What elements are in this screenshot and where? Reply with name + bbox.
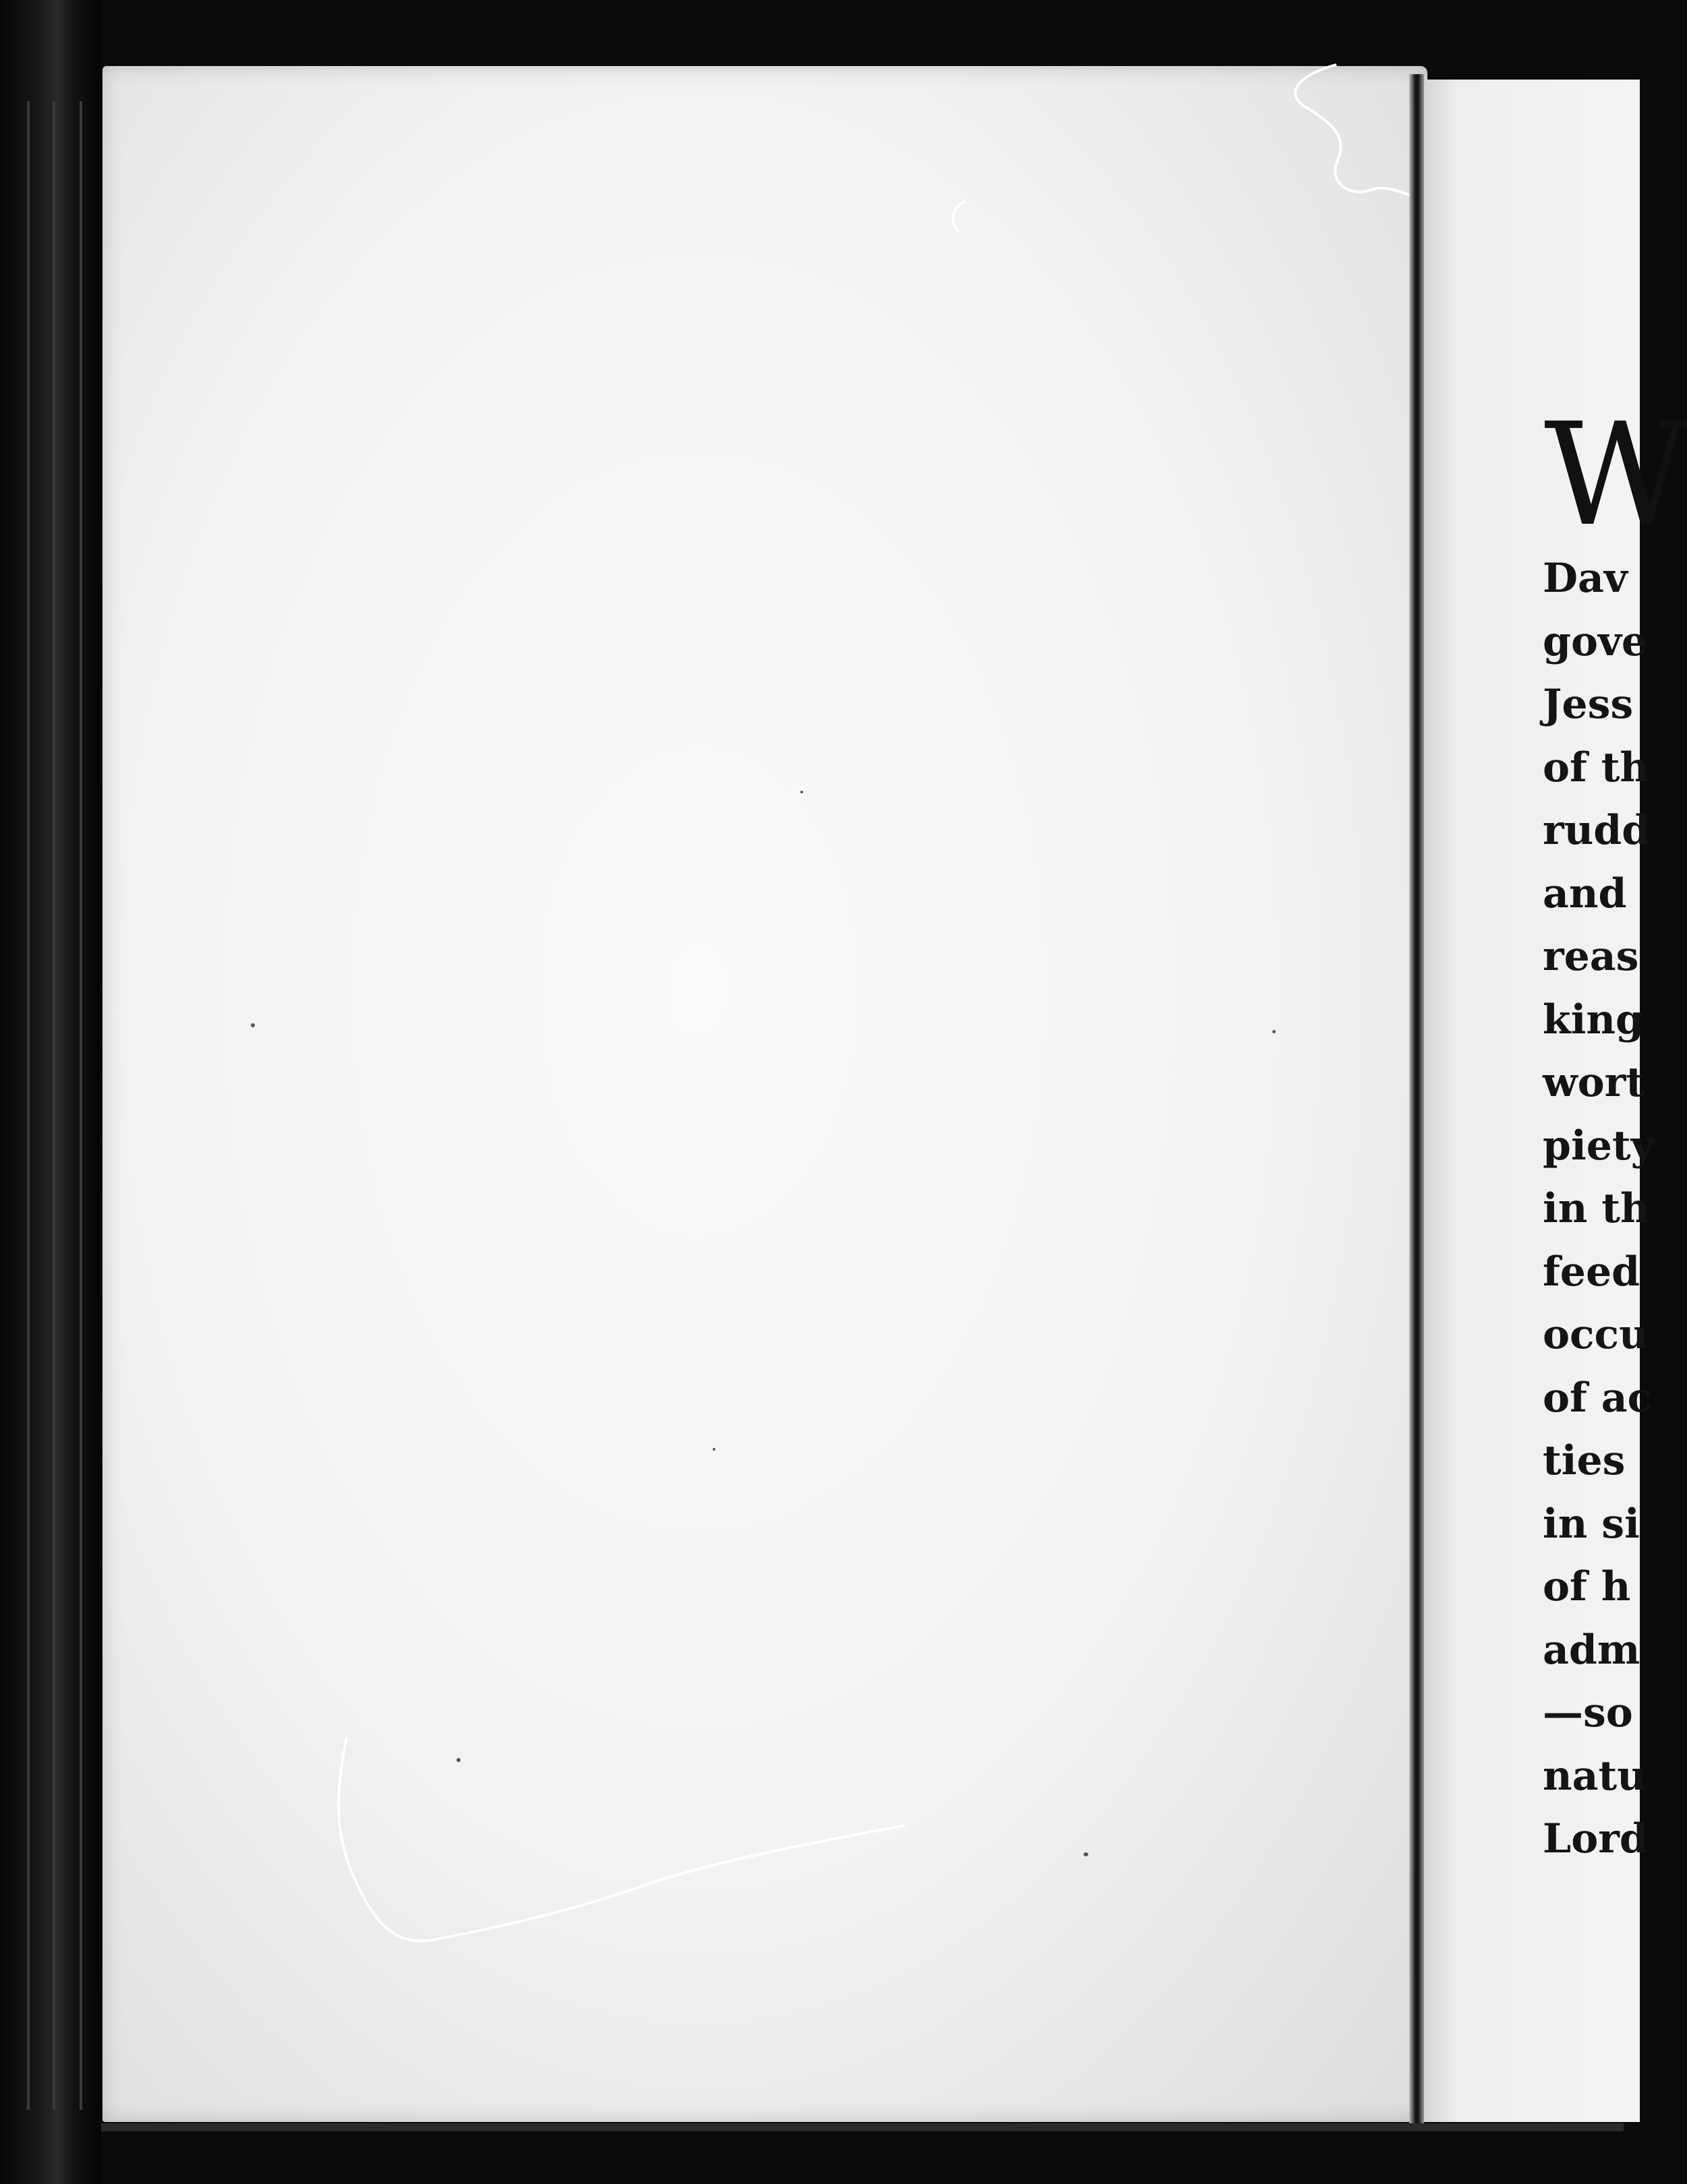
text-line: and <box>1543 870 1627 917</box>
text-line: king <box>1543 996 1644 1043</box>
text-line: adm <box>1543 1626 1640 1674</box>
text-line: natu <box>1543 1752 1647 1800</box>
text-line: wort <box>1543 1059 1645 1106</box>
book-spine <box>0 0 101 2184</box>
text-line: reas <box>1543 933 1639 980</box>
body-text-column <box>1543 547 1655 1871</box>
spine-edge-line <box>27 101 30 2110</box>
text-line: of ac <box>1543 1374 1653 1422</box>
spine-edge-line <box>53 101 55 2110</box>
text-line: —so <box>1543 1689 1633 1736</box>
text-line: Dav <box>1543 555 1628 602</box>
text-line: in si <box>1543 1500 1640 1548</box>
page-gutter <box>1409 74 1424 2123</box>
text-line: of th <box>1543 744 1650 791</box>
drop-capital: W <box>1544 392 1687 557</box>
paper-speck <box>251 1023 255 1027</box>
paper-speck <box>713 1448 715 1451</box>
paper-speck <box>1272 1030 1276 1033</box>
text-line: ties <box>1543 1437 1626 1484</box>
text-line: rudd <box>1543 807 1651 854</box>
text-line: of h <box>1543 1563 1631 1610</box>
scratch-mark <box>939 194 979 248</box>
scratch-mark <box>325 1724 932 2007</box>
text-line: feed <box>1543 1248 1640 1296</box>
text-line: piety <box>1543 1122 1655 1170</box>
text-line: occu <box>1543 1311 1649 1358</box>
text-line: Jess <box>1543 681 1634 728</box>
paper-speck <box>800 791 803 793</box>
left-blank-page <box>102 66 1427 2122</box>
spine-edge-line <box>80 101 82 2110</box>
text-line: gove <box>1543 617 1648 665</box>
text-line: in th <box>1543 1185 1650 1232</box>
text-line: Lord <box>1543 1815 1648 1862</box>
paper-speck <box>456 1758 461 1762</box>
paper-speck <box>1084 1852 1088 1856</box>
bottom-page-edge <box>101 2123 1624 2131</box>
